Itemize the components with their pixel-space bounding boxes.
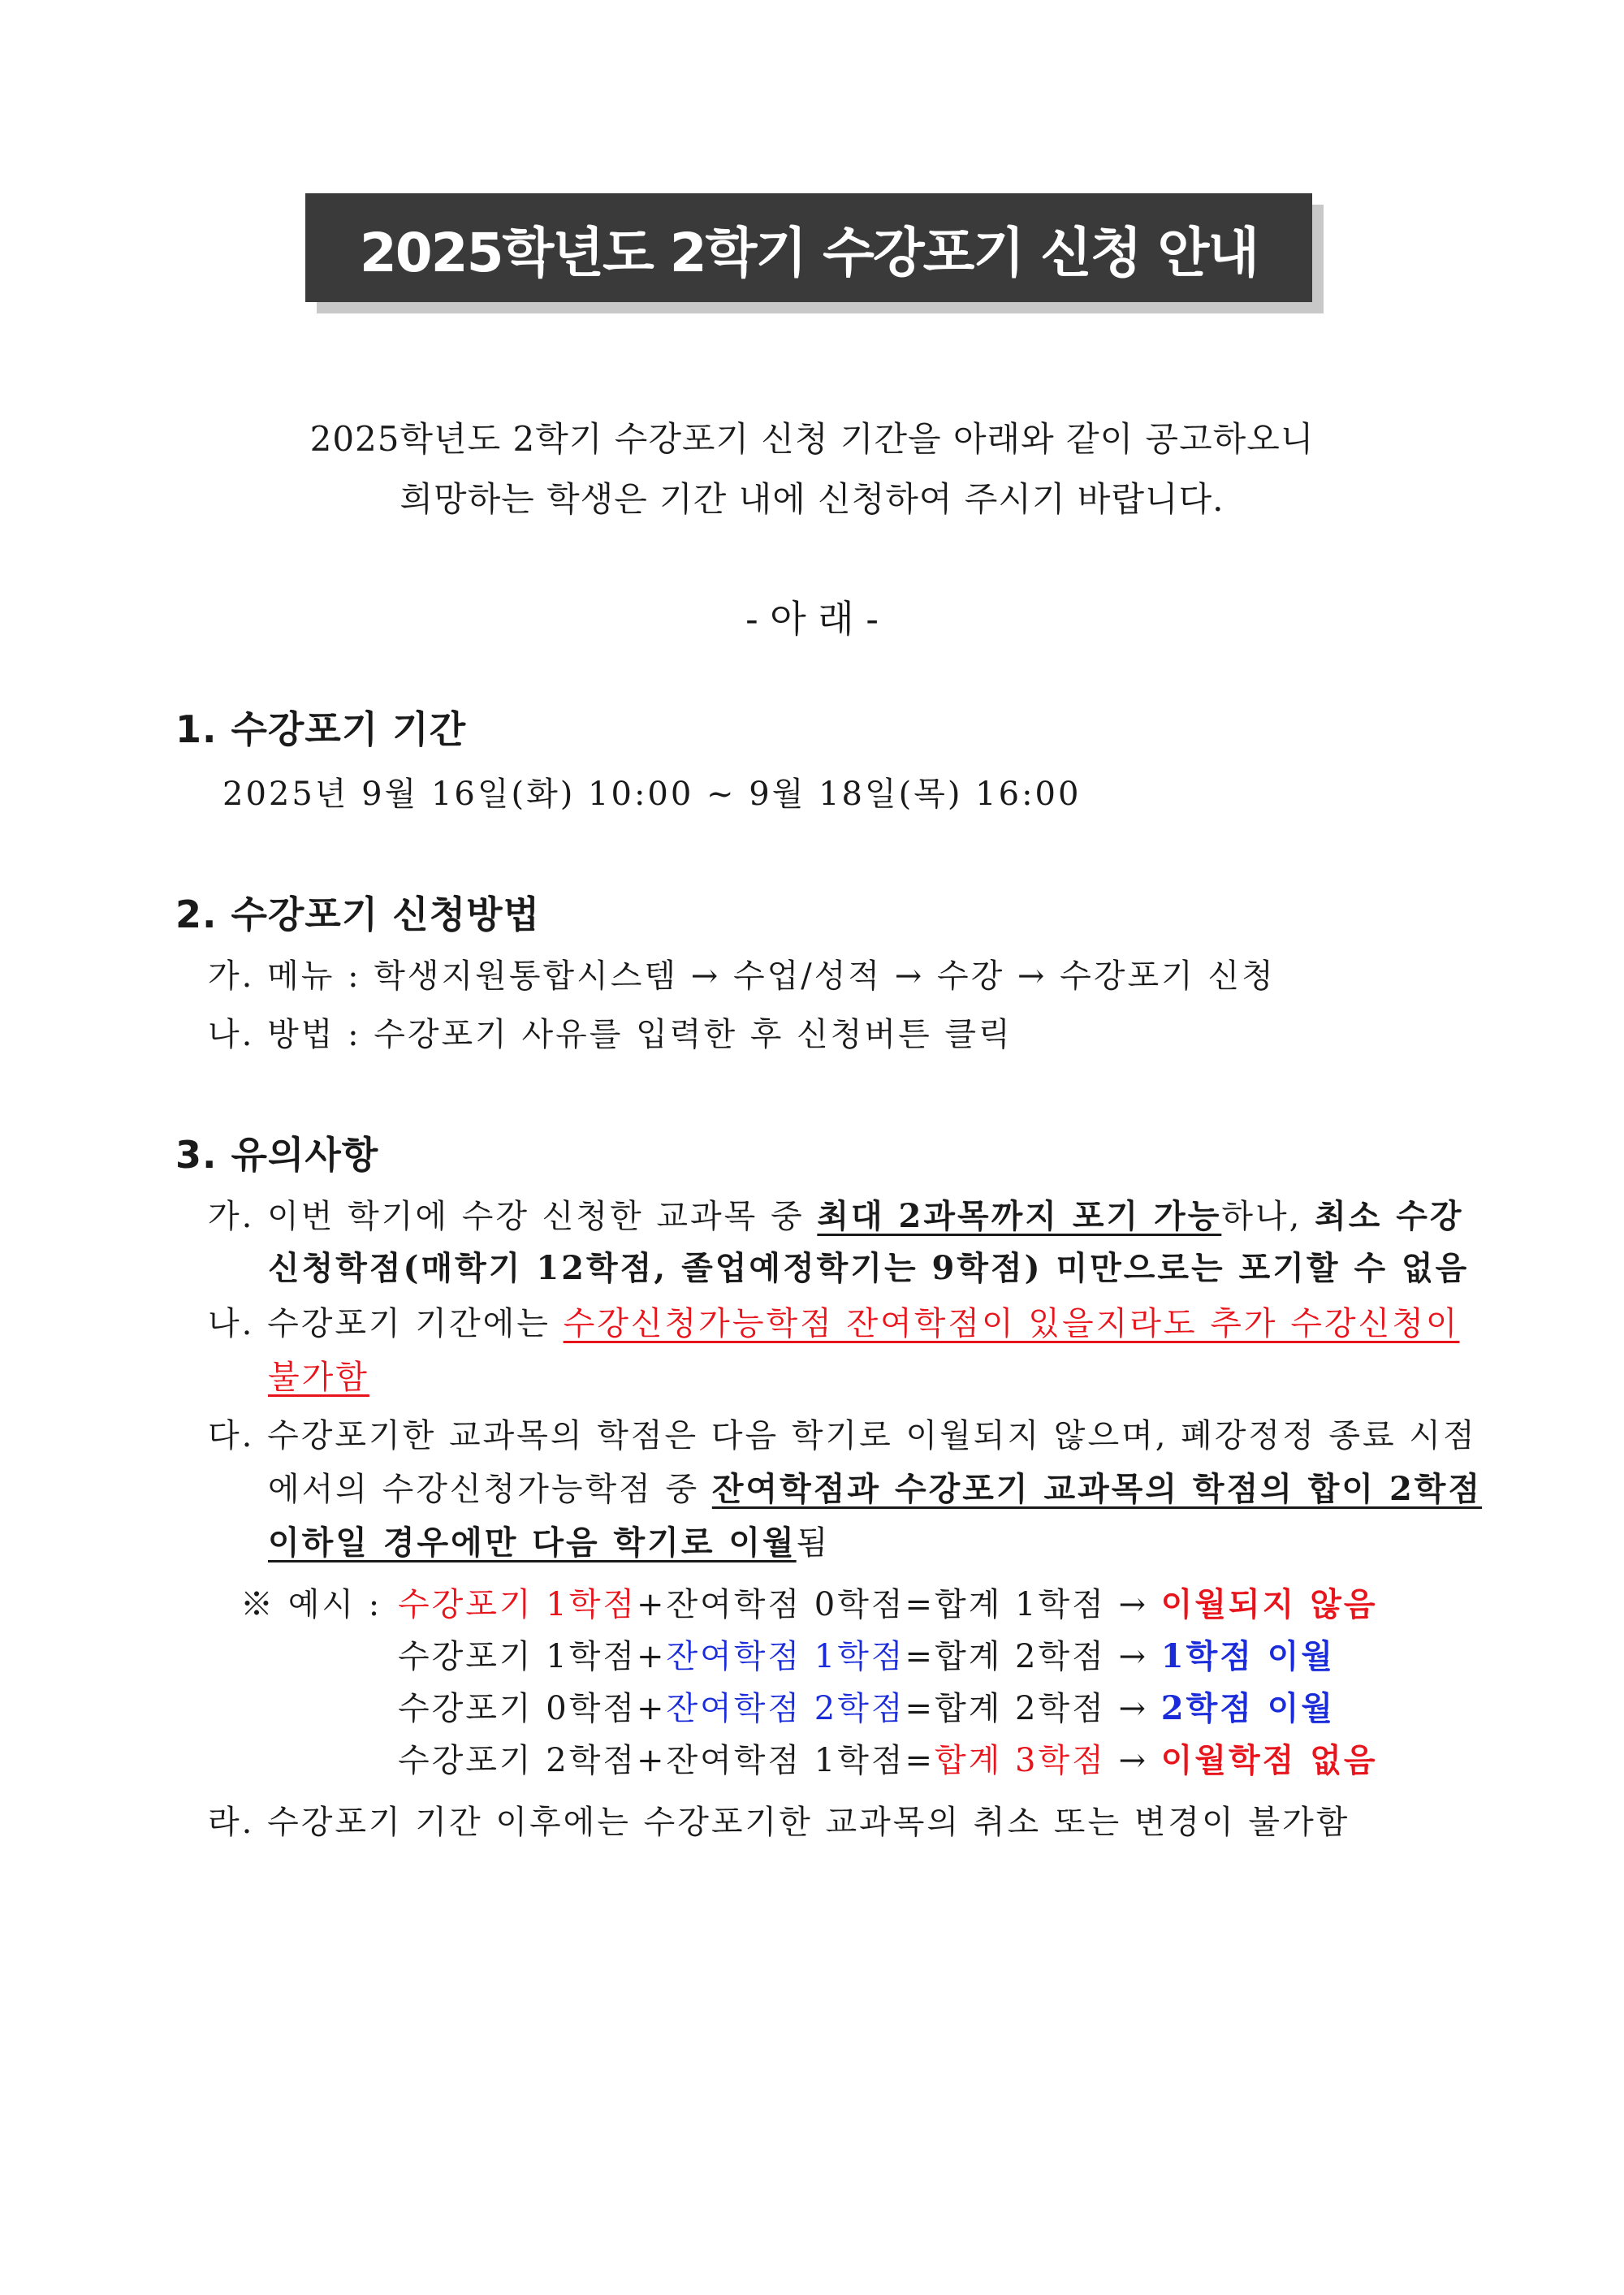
caution-item-da-line-3: [268, 1517, 830, 1563]
caution-da-suffix: 됨: [796, 1524, 831, 1562]
caution-item-ga-line-1: [208, 1191, 1464, 1237]
example-1-drop: 수강포기 1학점: [398, 1586, 637, 1623]
intro-line-1: 2025학년도 2학기 수강포기 신청 기간을 아래와 같이 공고하오니: [309, 419, 1315, 459]
caution-item-na-line-2: 불가함: [268, 1359, 369, 1396]
intro-line-2: 희망하는 학생은 기간 내에 신청하여 주시기 바랍니다.: [400, 479, 1224, 519]
caution-ga-minimum: 최소 수강: [1315, 1197, 1464, 1235]
example-4-total: 합계 3학점: [935, 1742, 1106, 1779]
example-row-4: [398, 1735, 1378, 1781]
caution-item-ga-line-2: 신청학점(매학기 12학점, 졸업예정학기는 9학점) 미만으로는 포기할 수 없음: [268, 1249, 1470, 1287]
example-4-arrow: →: [1105, 1742, 1161, 1779]
caution-na-prefix: 나. 수강포기 기간에는: [208, 1305, 564, 1342]
section-1-heading: 1. 수강포기 기간: [175, 707, 467, 751]
section-1-period: 2025년 9월 16일(화) 10:00 ~ 9월 18일(목) 16:00: [222, 776, 1082, 813]
example-4-result: 이월학점 없음: [1160, 1741, 1378, 1779]
caution-ga-mid: 하나,: [1221, 1198, 1315, 1235]
section-2-item-a: 가. 메뉴 : 학생지원통합시스템 → 수업/성적 → 수강 → 수강포기 신청: [208, 957, 1276, 995]
caution-na-warning: 수강신청가능학점 잔여학점이 있을지라도 추가 수강신청이: [563, 1305, 1460, 1342]
caution-item-da-line-1: 다. 수강포기한 교과목의 학점은 다음 학기로 이월되지 않으며, 폐강정정 종료 시점: [208, 1417, 1477, 1454]
example-2-result: 1학점 이월: [1160, 1637, 1336, 1675]
caution-item-da-line-2: [268, 1463, 1482, 1510]
example-3-sum: =합계 2학점 →: [905, 1690, 1161, 1727]
page-title: 2025학년도 2학기 수강포기 신청 안내: [305, 193, 1312, 302]
example-3-result: 2학점 이월: [1160, 1689, 1336, 1727]
example-4-calc: 수강포기 2학점+잔여학점 1학점=: [398, 1742, 935, 1779]
section-2-item-b: 나. 방법 : 수강포기 사유를 입력한 후 신청버튼 클릭: [208, 1016, 1013, 1053]
notice-label: - 아 래 -: [745, 597, 879, 641]
caution-ga-prefix: 가. 이번 학기에 수강 신청한 교과목 중: [208, 1198, 818, 1235]
example-2-sum: =합계 2학점 →: [905, 1638, 1161, 1675]
section-3-heading: 3. 유의사항: [175, 1133, 379, 1177]
example-row-1: [398, 1579, 1378, 1625]
caution-item-ra: 라. 수강포기 기간 이후에는 수강포기한 교과목의 취소 또는 변경이 불가함: [208, 1804, 1350, 1841]
caution-item-na-line-1: [208, 1298, 1459, 1344]
example-label: ※ 예시 :: [240, 1586, 382, 1623]
example-2-drop: 수강포기 1학점+: [398, 1638, 667, 1675]
example-row-2: [398, 1631, 1335, 1677]
example-1-result: 이월되지 않음: [1160, 1585, 1378, 1623]
caution-da-condition: 잔여학점과 수강포기 교과목의 학점의 합이 2학점: [711, 1470, 1483, 1508]
title-banner: [305, 193, 1312, 302]
caution-da-condition-2: 이하일 경우에만 다음 학기로 이월: [268, 1524, 797, 1562]
example-row-3: [398, 1683, 1335, 1729]
example-3-remaining: 잔여학점 2학점: [666, 1690, 905, 1727]
section-2-heading: 2. 수강포기 신청방법: [175, 892, 540, 936]
caution-ga-limit: 최대 2과목까지 포기 가능: [817, 1197, 1222, 1235]
example-1-sum: +잔여학점 0학점=합계 1학점 →: [637, 1586, 1161, 1623]
example-3-drop: 수강포기 0학점+: [398, 1690, 667, 1727]
example-2-remaining: 잔여학점 1학점: [666, 1638, 905, 1675]
caution-da-prefix: 에서의 수강신청가능학점 중: [268, 1471, 712, 1508]
